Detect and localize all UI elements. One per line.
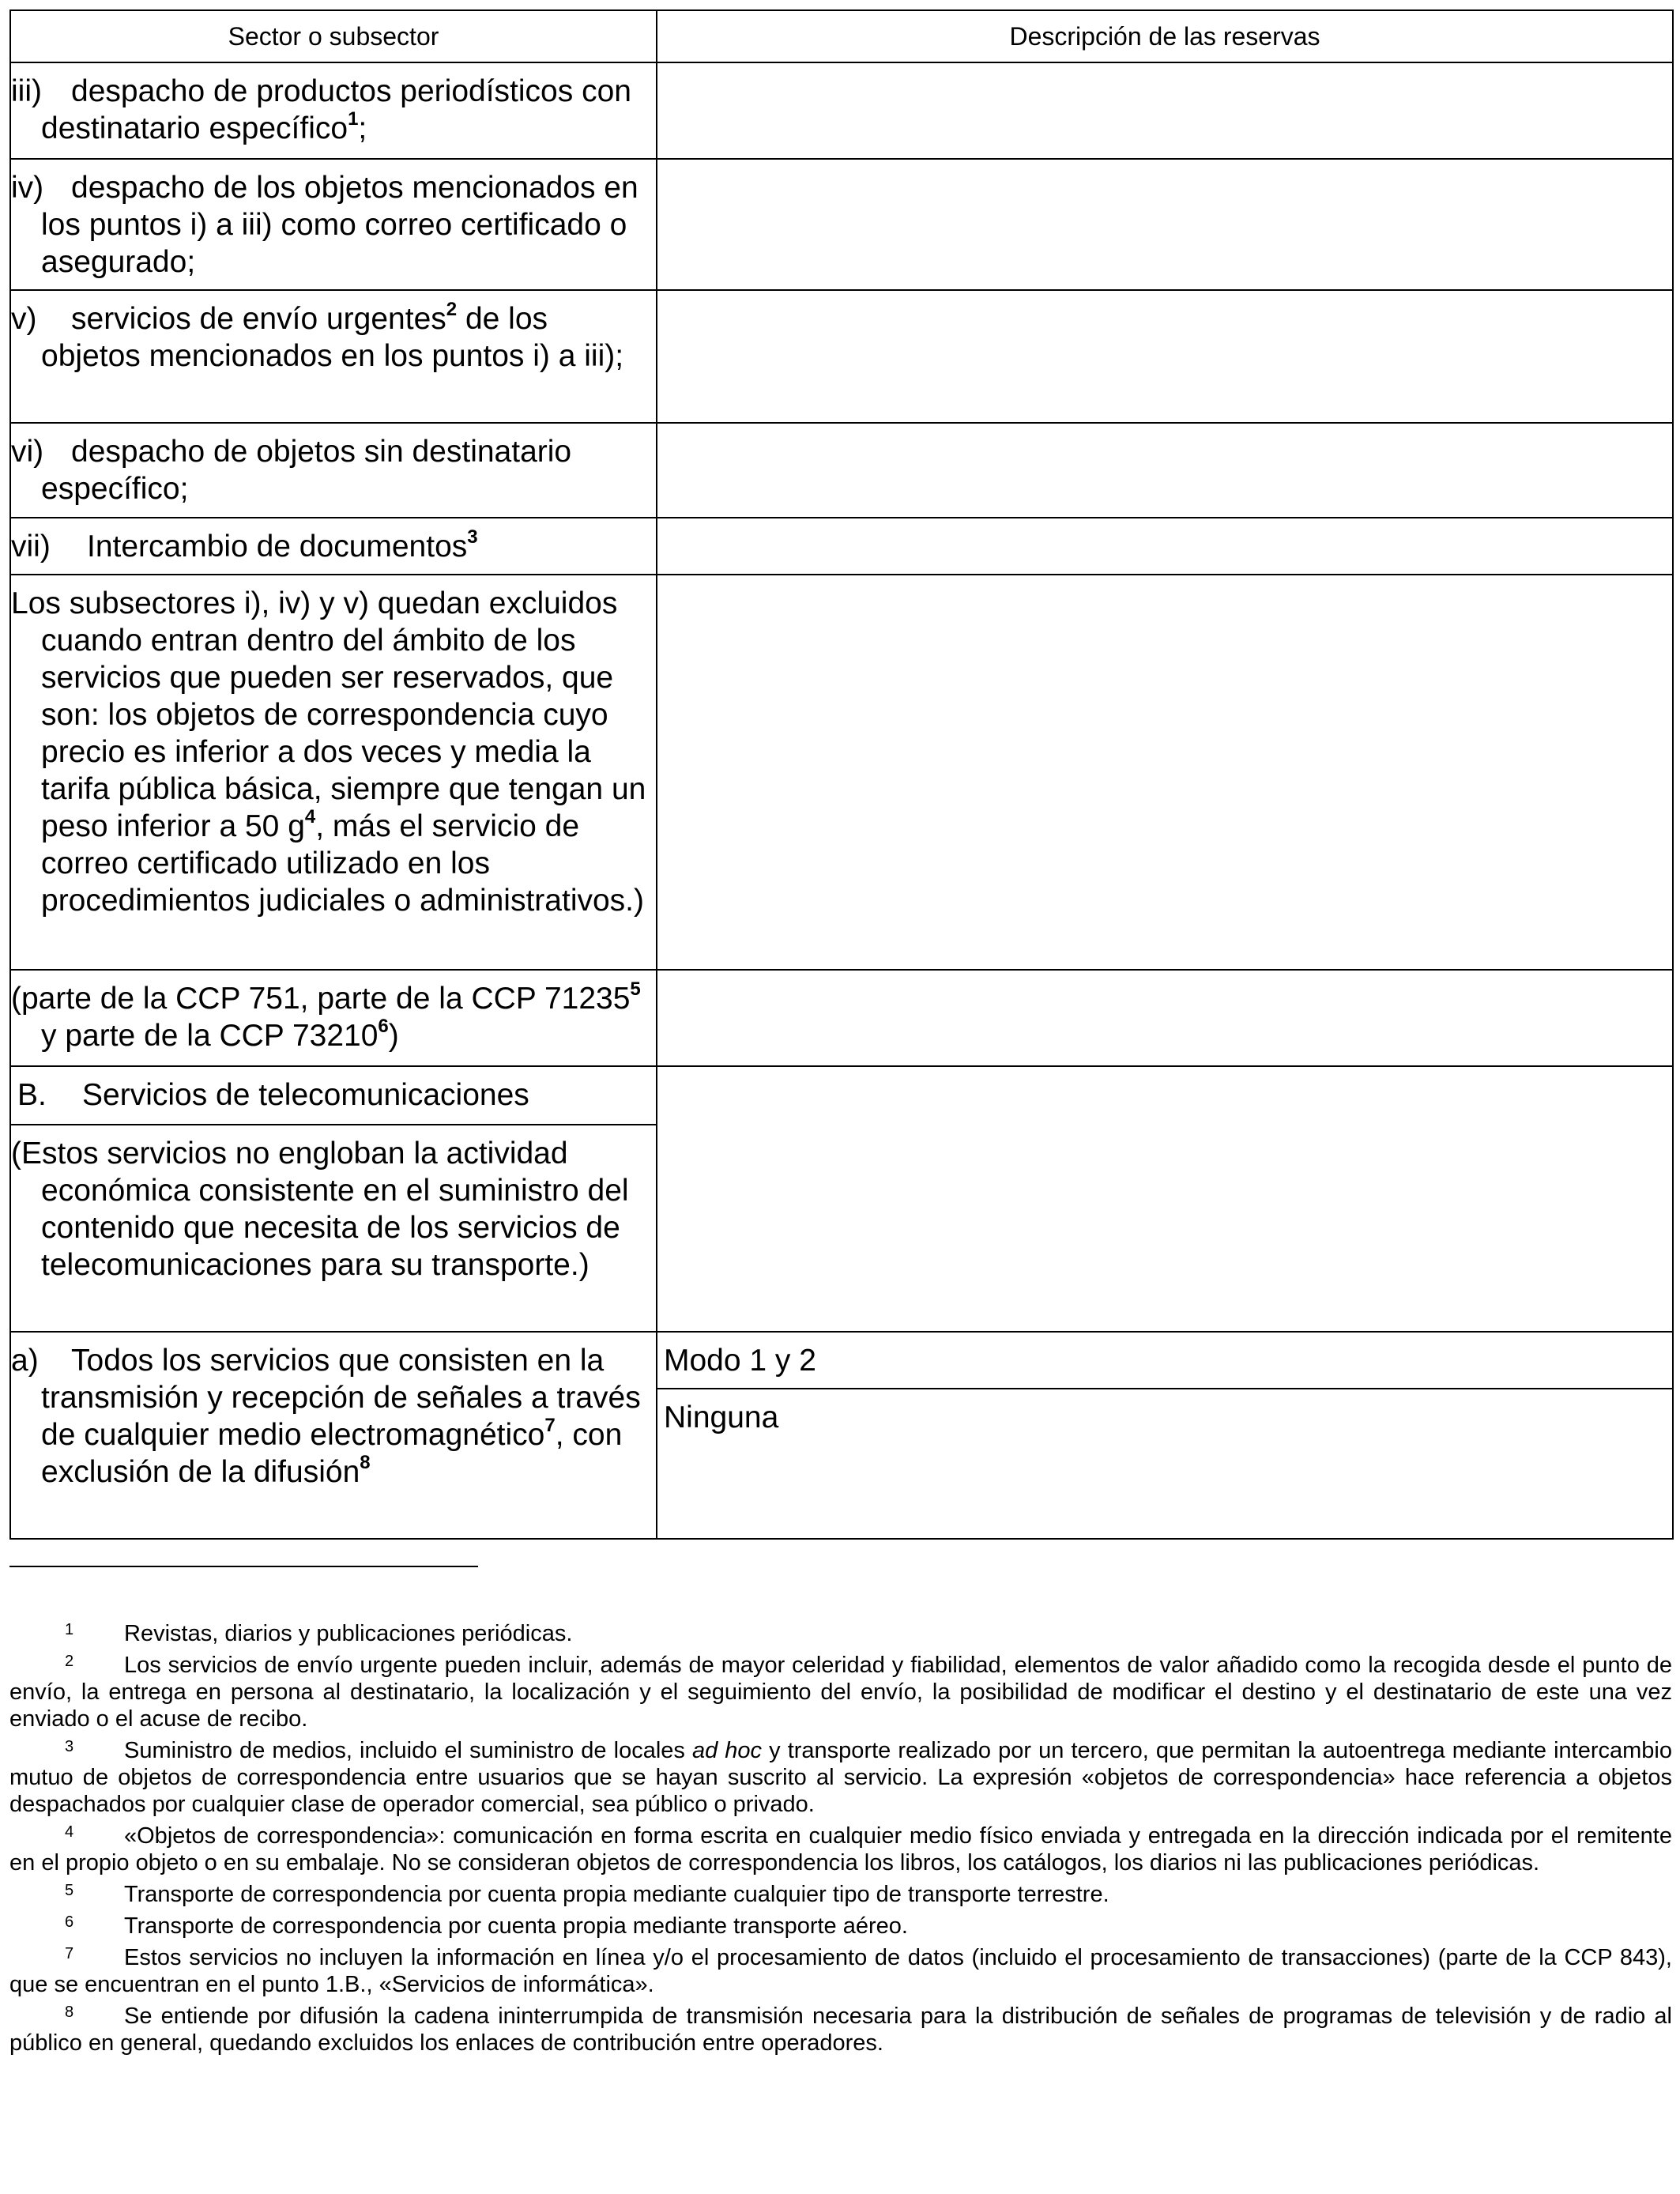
section-label: B. bbox=[17, 1078, 47, 1112]
footnote-italic: ad hoc bbox=[691, 1738, 763, 1763]
sector-cell bbox=[10, 970, 657, 1066]
sector-cell bbox=[10, 159, 657, 290]
footnote-text: y transporte realizado por un tercero, que permitan la autoentrega mediante intercambio mutuo de objetos de correspondencia entre usuarios que se hayan suscrito al servicio. La expresión «objetos de correspondencia» hace referencia a objetos despachados por cualquier clase de operador comercial, sea público o privado. bbox=[9, 1738, 1672, 1817]
footnote bbox=[9, 1620, 1672, 1647]
reservations-table bbox=[9, 9, 1674, 1540]
description-cell bbox=[657, 575, 1673, 970]
footnote-number: 7 bbox=[65, 1945, 74, 1962]
footnote-number: 4 bbox=[65, 1823, 74, 1841]
sector-cell bbox=[10, 575, 657, 970]
table-row bbox=[10, 518, 1673, 575]
item-text-mid: , con exclusión de la difusión bbox=[41, 1418, 623, 1489]
footnote bbox=[9, 1823, 1672, 1876]
description-cell bbox=[657, 1066, 1673, 1332]
footnote-text: Se entiende por difusión la cadena ininterrumpida de transmisión necesaria para la distribución de señales de programas de televisión y de radio al público en general, quedando excluidos los enlaces de contribución entre operadores. bbox=[9, 2004, 1672, 2056]
description-cell bbox=[657, 423, 1673, 518]
item-label: v) bbox=[11, 302, 37, 336]
footnote-number: 8 bbox=[65, 2004, 74, 2021]
item-label: a) bbox=[11, 1344, 39, 1378]
footnotes bbox=[9, 1620, 1672, 2061]
footnote bbox=[9, 1737, 1672, 1818]
table-row bbox=[10, 575, 1673, 970]
table-row bbox=[10, 1066, 1673, 1332]
item-text-after: , más el servicio de correo certificado utilizado en los procedimientos judiciales o administrativos.) bbox=[41, 809, 644, 918]
footnote-number: 2 bbox=[65, 1653, 74, 1670]
table-row bbox=[10, 970, 1673, 1066]
footnote-ref[interactable]: 5 bbox=[630, 978, 641, 1000]
footnote-ref[interactable]: 4 bbox=[304, 806, 316, 827]
item-text: Intercambio de documentos bbox=[87, 530, 468, 564]
footnote-text: «Objetos de correspondencia»: comunicación en forma escrita en cualquier medio físico enviada y entregada en la dirección indicada por el remitente en el propio objeto o en su embalaje. No se consideran objetos de correspondencia los libros, los catálogos, los diarios ni las publicaciones periódicas. bbox=[9, 1823, 1672, 1875]
footnote-separator bbox=[9, 1566, 478, 1567]
footnote-text: Transporte de correspondencia por cuenta propia mediante cualquier tipo de transporte terrestre. bbox=[124, 1882, 1109, 1907]
footnote-text: Los servicios de envío urgente pueden incluir, además de mayor celeridad y fiabilidad, elementos de valor añadido como la recogida desde el punto de envío, la entrega en persona al destinatario, la localización y el seguimiento del envío, la posibilidad de modificar el destino y el destinatario de este una vez enviado o el acuse de recibo. bbox=[9, 1653, 1672, 1732]
sector-cell bbox=[10, 62, 657, 159]
section-title: Servicios de telecomunicaciones bbox=[82, 1078, 529, 1112]
table-row bbox=[10, 1332, 1673, 1539]
item-label: vii) bbox=[11, 530, 51, 564]
footnote-ref[interactable]: 8 bbox=[360, 1452, 371, 1473]
footnote-number: 3 bbox=[65, 1738, 74, 1755]
footnote-ref[interactable]: 6 bbox=[378, 1016, 389, 1037]
description-cell bbox=[657, 970, 1673, 1066]
footnote-text: Transporte de correspondencia por cuenta propia mediante transporte aéreo. bbox=[124, 1913, 908, 1939]
description-cell bbox=[657, 518, 1673, 575]
footnote-number: 5 bbox=[65, 1882, 74, 1899]
item-text: despacho de productos periodísticos con destinatario específico bbox=[41, 74, 631, 145]
footnote bbox=[9, 1944, 1672, 1998]
table-row bbox=[10, 423, 1673, 518]
table-row bbox=[10, 290, 1673, 423]
footnote bbox=[9, 1652, 1672, 1732]
sector-cell bbox=[10, 518, 657, 575]
footnote bbox=[9, 1881, 1672, 1908]
item-text: (parte de la CCP 751, parte de la CCP 71235 bbox=[11, 982, 631, 1016]
header-sector: Sector o subsector bbox=[10, 10, 657, 62]
section-heading-cell bbox=[11, 1067, 656, 1124]
footnote-text: Suministro de medios, incluido el suministro de locales bbox=[124, 1738, 692, 1763]
description-cell bbox=[657, 159, 1673, 290]
item-text: servicios de envío urgentes bbox=[71, 302, 446, 336]
footnote-number: 6 bbox=[65, 1913, 74, 1931]
item-text: Los subsectores i), iv) y v) quedan excluidos cuando entran dentro del ámbito de los servicios que pueden ser reservados, que son: los objetos de correspondencia cuyo precio es inferior a dos veces y media la tarifa pública básica, siempre que tengan un peso inferior a 50 g bbox=[11, 586, 646, 843]
item-label: iii) bbox=[11, 74, 42, 108]
header-descripcion: Descripción de las reservas bbox=[657, 10, 1673, 62]
sector-cell bbox=[10, 290, 657, 423]
sector-cell bbox=[10, 1066, 657, 1332]
item-text-after: ; bbox=[358, 111, 367, 145]
sector-cell bbox=[10, 423, 657, 518]
item-text: despacho de objetos sin destinatario específico; bbox=[41, 435, 572, 506]
item-text-after: de los objetos mencionados en los puntos i) a iii); bbox=[41, 302, 624, 373]
item-label: iv) bbox=[11, 171, 44, 205]
footnote-text: Revistas, diarios y publicaciones periódicas. bbox=[124, 1621, 573, 1646]
description-cell bbox=[657, 290, 1673, 423]
description-cell bbox=[657, 62, 1673, 159]
footnote bbox=[9, 2003, 1672, 2056]
description-cell bbox=[657, 1332, 1673, 1539]
item-text-after: ) bbox=[388, 1019, 399, 1053]
item-text: Todos los servicios que consisten en la transmisión y recepción de señales a través de cualquier medio electromagnético bbox=[41, 1344, 641, 1452]
reservation-cell: Ninguna bbox=[657, 1388, 1672, 1444]
footnote-ref[interactable]: 2 bbox=[446, 299, 458, 320]
table-header-row bbox=[10, 10, 1673, 62]
footnote-ref[interactable]: 7 bbox=[544, 1415, 556, 1436]
item-label: vi) bbox=[11, 435, 44, 469]
footnote-number: 1 bbox=[65, 1621, 74, 1638]
footnote bbox=[9, 1913, 1672, 1940]
footnote-text: Estos servicios no incluyen la información en línea y/o el procesamiento de datos (incluido el procesamiento de transacciones) (parte de la CCP 843), que se encuentran en el punto 1.B., «Servicios de informática». bbox=[9, 1945, 1672, 1997]
table-row bbox=[10, 159, 1673, 290]
sector-cell bbox=[10, 1332, 657, 1539]
item-text: despacho de los objetos mencionados en los puntos i) a iii) como correo certificado o asegurado; bbox=[41, 171, 638, 279]
footnote-ref[interactable]: 1 bbox=[348, 108, 359, 130]
item-text-mid: y parte de la CCP 73210 bbox=[41, 1019, 379, 1053]
footnote-ref[interactable]: 3 bbox=[467, 526, 478, 548]
section-note-cell bbox=[11, 1124, 656, 1291]
section-note: (Estos servicios no engloban la actividad económica consistente en el suministro del contenido que necesita de los servicios de telecomunicaciones para su transporte.) bbox=[11, 1137, 629, 1282]
mode-cell: Modo 1 y 2 bbox=[664, 1344, 816, 1378]
table-row bbox=[10, 62, 1673, 159]
